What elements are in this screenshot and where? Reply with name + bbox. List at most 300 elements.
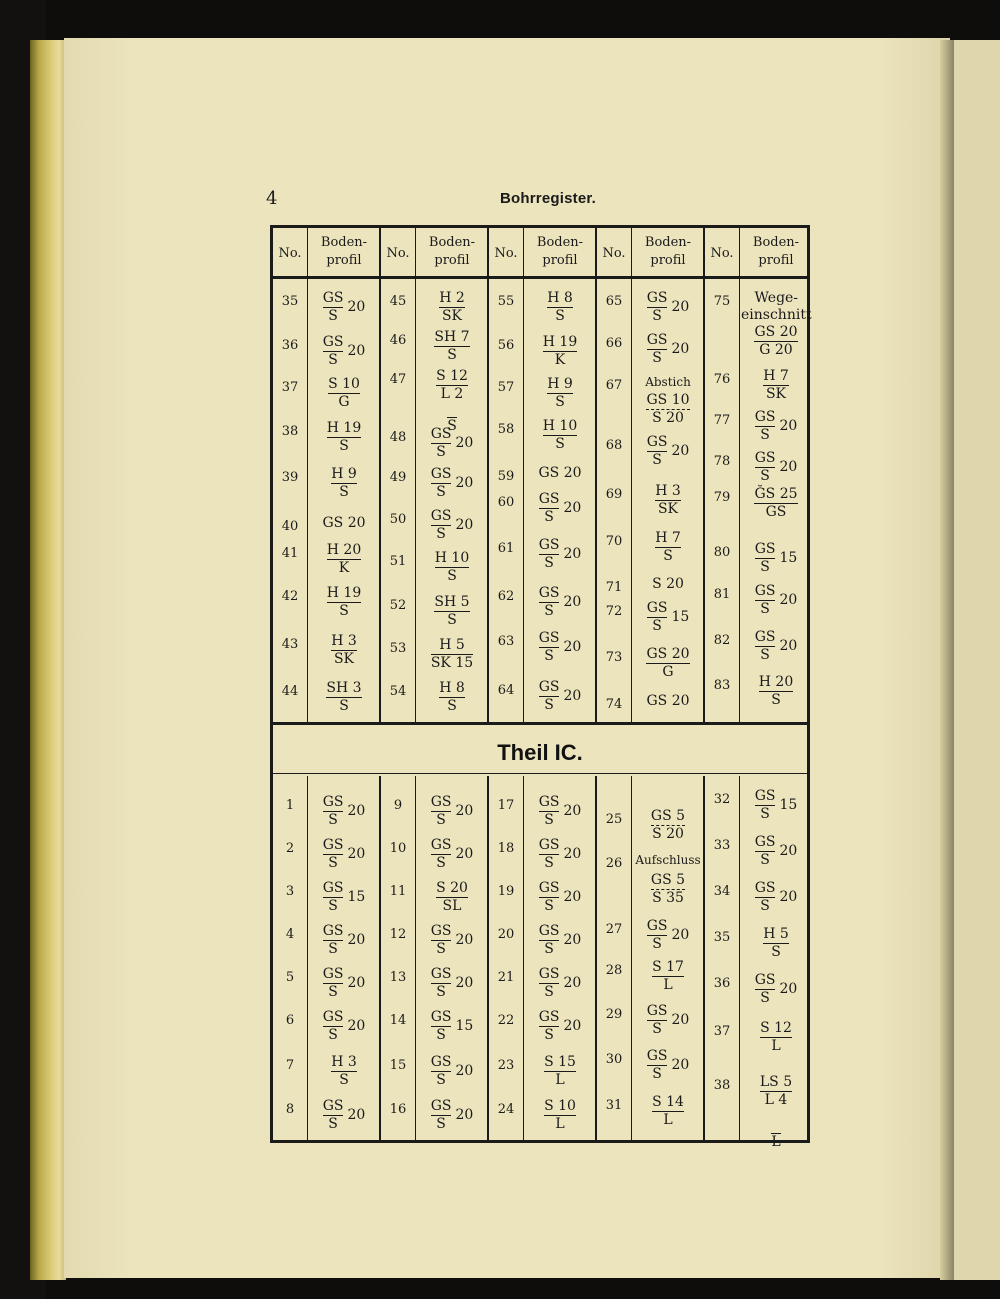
profile-upper-layer: ĞS 25 <box>754 486 798 502</box>
bohrung-number: 32 <box>713 792 731 807</box>
profile-depth-value: 20 <box>563 500 582 516</box>
bodenprofil-entry <box>741 541 811 576</box>
bodenprofil-entry <box>309 420 379 455</box>
profile-lower-layer: S <box>755 805 776 823</box>
bohrung-number: 58 <box>497 422 515 437</box>
bohrung-number: 51 <box>389 554 407 569</box>
profile-fraction <box>431 426 452 461</box>
profile-lower-layer: S <box>431 1026 452 1044</box>
profile-upper-layer: H 5 <box>763 926 789 942</box>
bodenprofil-entry <box>633 600 703 635</box>
profile-lower-layer: S <box>327 437 361 455</box>
column-header-bodenprofil <box>739 234 813 270</box>
profile-depth-value: 20 <box>671 1012 690 1028</box>
profile-upper-layer: H 9 <box>331 466 357 482</box>
bohrung-number: 27 <box>605 922 623 937</box>
profile-depth-value: 20 <box>779 638 798 654</box>
profile-upper-layer: GS <box>538 630 560 646</box>
profile-lower-layer: SL <box>436 897 468 915</box>
profile-depth-value: 20 <box>563 546 582 562</box>
profile-fraction <box>327 542 361 577</box>
profile-fraction <box>436 880 468 915</box>
profile-upper-layer: GS <box>430 923 452 939</box>
profile-upper-layer: GS <box>322 290 344 306</box>
bohrung-number: 1 <box>285 798 295 813</box>
profile-lower-layer: S <box>755 467 776 485</box>
profile-upper-layer: GS <box>646 1003 668 1019</box>
profile-fraction <box>431 794 452 829</box>
bohrung-number: 4 <box>285 927 295 942</box>
profile-fraction <box>434 594 469 629</box>
profile-lower-layer: G 20 <box>754 341 797 359</box>
profile-lower-layer: SK 15 <box>430 655 474 671</box>
profile-lower-layer: S <box>755 426 776 444</box>
profile-fraction <box>543 334 577 369</box>
bodenprofil-entry <box>417 329 487 364</box>
no-column-rule <box>523 228 524 722</box>
profile-upper-layer: S 17 <box>652 959 684 975</box>
profile-fraction <box>539 794 560 829</box>
bohrung-number: 57 <box>497 380 515 395</box>
profile-upper-layer: H 19 <box>542 334 578 350</box>
no-column-rule <box>739 776 740 1143</box>
profile-depth-value: 20 <box>347 975 366 991</box>
profile-lower-layer: S <box>431 483 452 501</box>
bodenprofil-entry <box>417 508 487 543</box>
profile-lower-layer: S <box>539 854 560 872</box>
bohrung-number: 17 <box>497 798 515 813</box>
profile-lower-layer: S <box>647 1065 668 1083</box>
profile-depth-value: 20 <box>347 1107 366 1123</box>
bohrung-number: 82 <box>713 633 731 648</box>
bohrung-number: 40 <box>281 519 299 534</box>
profile-fraction <box>323 923 344 958</box>
profile-fraction <box>763 926 789 961</box>
profile-fraction <box>323 837 344 872</box>
profile-upper-layer: LS 5 <box>759 1074 793 1090</box>
profile-depth-value: 20 <box>671 927 690 943</box>
column-rule <box>487 228 489 722</box>
profile-fraction <box>439 290 465 325</box>
profile-fraction <box>759 674 793 709</box>
page-gutter <box>940 40 954 1280</box>
bohrung-number: 38 <box>281 424 299 439</box>
bodenprofil-entry <box>741 324 811 359</box>
profile-lower-layer: S <box>323 983 344 1001</box>
bohrung-number: 34 <box>713 884 731 899</box>
profile-lower-layer: G <box>328 393 360 411</box>
bodenprofil-entry <box>633 646 703 681</box>
column-rule <box>703 776 705 1143</box>
bohrung-number: 71 <box>605 580 623 595</box>
bodenprofil-entry <box>525 1054 595 1089</box>
profile-depth-value: 20 <box>563 889 582 905</box>
profile-upper-layer: GS <box>538 537 560 553</box>
bodenprofil-entry <box>417 680 487 715</box>
bohrung-number: 64 <box>497 683 515 698</box>
bohrung-number: 36 <box>281 338 299 353</box>
profile-lower-layer: S <box>647 451 668 469</box>
bodenprofil-entry <box>417 290 487 325</box>
profile-fraction <box>434 329 469 364</box>
bodenprofil-entry <box>741 290 811 324</box>
profile-fraction <box>327 585 361 620</box>
profile-lower-layer: S <box>655 547 681 565</box>
profile-fraction <box>331 1054 357 1089</box>
profile-upper-layer: S 10 <box>544 1098 576 1114</box>
profile-fraction <box>431 1098 452 1133</box>
profile-lower-layer: L <box>544 1071 576 1089</box>
bohrung-number: 72 <box>605 604 623 619</box>
profile-upper-layer: S 15 <box>544 1054 576 1070</box>
profile-upper-layer: GS 20 <box>646 646 690 662</box>
profile-fraction <box>760 1020 792 1055</box>
bodenprofil-entry <box>417 637 487 672</box>
header-line-2: profil <box>758 253 794 268</box>
profile-upper-layer: GS 5 <box>650 808 686 824</box>
profile-lower-layer: GS <box>754 503 797 521</box>
profile-upper-layer: Wege- <box>754 290 799 306</box>
facing-page-edge <box>954 40 1000 1280</box>
bodenprofil-entry <box>417 550 487 585</box>
bodenprofil-entry <box>633 392 703 427</box>
column-header-no: No. <box>278 246 302 261</box>
profile-fraction <box>647 1003 668 1038</box>
bodenprofil-entry <box>633 374 703 391</box>
profile-lower-layer: S <box>543 435 577 453</box>
profile-lower-layer: S <box>326 697 361 715</box>
profile-fraction <box>760 1074 792 1109</box>
bohrung-number: 80 <box>713 545 731 560</box>
profile-lower-layer: S <box>435 567 469 585</box>
no-column-rule <box>307 776 308 1143</box>
profile-upper-layer: SH 3 <box>326 680 362 696</box>
bohrung-number: 16 <box>389 1102 407 1117</box>
bodenprofil-entry <box>525 491 595 526</box>
bohrung-number: 59 <box>497 469 515 484</box>
row-rule <box>273 722 807 725</box>
bodenprofil-entry <box>525 376 595 411</box>
bohrung-number: 63 <box>497 634 515 649</box>
profile-upper-layer: GS <box>754 629 776 645</box>
profile-fraction <box>539 966 560 1001</box>
profile-fraction <box>544 1098 576 1133</box>
bodenprofil-entry <box>633 918 703 953</box>
bohrung-number: 21 <box>497 970 515 985</box>
profile-upper-layer: H 3 <box>655 483 681 499</box>
profile-upper-layer: GS <box>322 1098 344 1114</box>
profile-depth-value: 20 <box>455 475 474 491</box>
profile-depth-value: 20 <box>671 443 690 459</box>
bodenprofil-entry <box>633 959 703 994</box>
page-edges <box>30 40 66 1280</box>
profile-upper-layer: GS <box>430 466 452 482</box>
profile-lower-layer: S <box>647 1020 668 1038</box>
profile-fraction <box>755 788 776 823</box>
profile-lower-layer: S <box>331 1071 357 1089</box>
profile-depth-value: 20 <box>347 1018 366 1034</box>
profile-upper-layer: H 10 <box>542 418 578 434</box>
bohrung-number: 36 <box>713 976 731 991</box>
column-header-no: No. <box>602 246 626 261</box>
profile-fraction <box>328 376 360 411</box>
profile-lower-layer: S <box>323 811 344 829</box>
bohrung-number: 55 <box>497 294 515 309</box>
profile-upper-layer: GS <box>754 788 776 804</box>
no-column-rule <box>631 776 632 1143</box>
bohrung-number: 61 <box>497 541 515 556</box>
profile-upper-layer: GS <box>754 583 776 599</box>
bohrung-number: 70 <box>605 534 623 549</box>
profile-lower-layer: S <box>431 983 452 1001</box>
profile-depth-value: 20 <box>779 889 798 905</box>
profile-lower-layer: S <box>323 1026 344 1044</box>
profile-depth-value: 20 <box>455 1063 474 1079</box>
bodenprofil-entry <box>309 515 379 533</box>
bodenprofil-entry <box>633 290 703 325</box>
profile-lower-layer: S <box>755 558 776 576</box>
bodenprofil-entry <box>525 1098 595 1133</box>
bohrung-number: 14 <box>389 1013 407 1028</box>
bodenprofil-entry <box>525 334 595 369</box>
row-rule <box>273 773 807 774</box>
column-rule <box>703 228 705 722</box>
profile-fraction <box>539 923 560 958</box>
profile-lower-layer: S <box>763 943 789 961</box>
profile-upper-layer: GS 5 <box>650 872 686 888</box>
profile-upper-layer: GS <box>646 600 668 616</box>
profile-fraction <box>763 368 789 403</box>
profile-fraction <box>647 434 668 469</box>
profile-depth-value: 20 <box>347 299 366 315</box>
profile-lower-layer: S <box>539 940 560 958</box>
profile-upper-layer: SH 7 <box>434 329 470 345</box>
bohrung-number: 73 <box>605 650 623 665</box>
profile-depth-value: 20 <box>779 843 798 859</box>
profile-upper-layer: H 8 <box>547 290 573 306</box>
no-column-rule <box>415 776 416 1143</box>
profile-depth-value: 20 <box>563 688 582 704</box>
bohrung-number: 48 <box>389 430 407 445</box>
profile-upper-layer: H 2 <box>439 290 465 306</box>
profile-lower-layer: SK <box>655 500 681 518</box>
bodenprofil-entry <box>525 418 595 453</box>
profile-upper-layer: GS <box>322 794 344 810</box>
profile-fraction <box>431 923 452 958</box>
profile-lower-layer: S <box>447 418 457 434</box>
bohrung-number: 79 <box>713 490 731 505</box>
bohrung-number: 44 <box>281 684 299 699</box>
profile-depth-value: 20 <box>455 975 474 991</box>
bodenprofil-entry <box>741 926 811 961</box>
bodenprofil-entry <box>633 808 703 843</box>
bohrung-number: 38 <box>713 1078 731 1093</box>
profile-upper-layer: GS <box>754 409 776 425</box>
profile-upper-layer <box>771 1116 780 1133</box>
profile-lower-layer: S <box>755 897 776 915</box>
profile-depth-value: 15 <box>671 609 690 625</box>
profile-lower-layer: L 4 <box>760 1091 792 1109</box>
profile-upper-layer: H 7 <box>655 530 681 546</box>
profile-depth-value: 20 <box>563 594 582 610</box>
profile-fraction <box>539 880 560 915</box>
profile-upper-layer <box>447 400 457 417</box>
bohrung-number: 26 <box>605 856 623 871</box>
profile-fraction <box>755 972 776 1007</box>
bodenprofil-entry <box>309 680 379 715</box>
bohrung-number: 62 <box>497 589 515 604</box>
profile-lower-layer: S <box>539 1026 560 1044</box>
bodenprofil-entry <box>633 434 703 469</box>
profile-upper-layer: H 20 <box>758 674 794 690</box>
bodenprofil-entry <box>309 542 379 577</box>
profile-lower-layer: K <box>327 559 361 577</box>
bodenprofil-entry <box>417 1054 487 1089</box>
bohrung-number: 5 <box>285 970 295 985</box>
profile-lower-layer: S <box>431 940 452 958</box>
column-rule <box>595 776 597 1143</box>
bohrung-number: 54 <box>389 684 407 699</box>
bodenprofil-entry <box>417 880 487 915</box>
bodenprofil-entry <box>741 450 811 485</box>
bohrung-number: 35 <box>713 930 731 945</box>
column-header-bodenprofil <box>307 234 381 270</box>
bodenprofil-entry <box>633 576 703 594</box>
bodenprofil-entry <box>525 880 595 915</box>
column-rule <box>379 776 381 1143</box>
bodenprofil-entry <box>309 1054 379 1089</box>
bohrung-number: 12 <box>389 927 407 942</box>
profile-depth-value: 20 <box>671 299 690 315</box>
profile-fraction <box>539 1009 560 1044</box>
profile-lower-layer: S <box>323 940 344 958</box>
no-column-rule <box>523 776 524 1143</box>
profile-upper-layer: GS <box>646 290 668 306</box>
bodenprofil-entry <box>525 630 595 665</box>
profile-fraction <box>771 1116 780 1151</box>
no-column-rule <box>307 228 308 722</box>
column-rule <box>595 228 597 722</box>
column-header-bodenprofil <box>631 234 705 270</box>
bodenprofil-entry <box>741 834 811 869</box>
profile-lower-layer: S 20 <box>652 826 684 842</box>
profile-upper-layer: H 9 <box>547 376 573 392</box>
profile-fraction <box>755 834 776 869</box>
bodenprofil-entry <box>417 966 487 1001</box>
bohrung-number: 53 <box>389 641 407 656</box>
profile-fraction <box>431 837 452 872</box>
profile-lower-layer: L <box>771 1134 781 1150</box>
profile-lower-layer: S <box>647 617 668 635</box>
profile-depth-value: 15 <box>779 797 798 813</box>
profile-lower-layer: S <box>539 696 560 714</box>
profile-lower-layer: S <box>431 811 452 829</box>
bohrung-number: 6 <box>285 1013 295 1028</box>
header-line-2: profil <box>542 253 578 268</box>
bodenprofil-entry <box>741 880 811 915</box>
profile-fraction <box>539 585 560 620</box>
profile-fraction <box>331 633 357 668</box>
profile-lower-layer: S <box>539 554 560 572</box>
profile-lower-layer: S <box>547 307 573 325</box>
profile-fraction <box>647 332 668 367</box>
bodenprofil-entry <box>741 409 811 444</box>
bohrung-number: 37 <box>713 1024 731 1039</box>
bohrung-number: 83 <box>713 678 731 693</box>
no-column-rule <box>739 228 740 722</box>
bodenprofil-entry <box>309 923 379 958</box>
profile-upper-layer: GS <box>538 880 560 896</box>
header-line-2: profil <box>326 253 362 268</box>
profile-depth-value: 20 <box>563 803 582 819</box>
bohrung-number: 52 <box>389 598 407 613</box>
bohrung-number: 74 <box>605 697 623 712</box>
profile-upper-layer: GS <box>430 508 452 524</box>
profile-upper-layer: H 19 <box>326 420 362 436</box>
profile-lower-layer: S 20 <box>646 409 689 427</box>
bohrung-number: 50 <box>389 512 407 527</box>
profile-upper-layer: GS <box>538 966 560 982</box>
profile-fraction <box>651 872 685 907</box>
profile-lower-layer: L <box>652 976 684 994</box>
bohrung-number: 35 <box>281 294 299 309</box>
page-number: 4 <box>266 188 278 209</box>
profile-upper-layer: GS <box>322 334 344 350</box>
profile-fraction <box>431 508 452 543</box>
bodenprofil-entry <box>417 426 487 461</box>
profile-upper-layer: GS <box>430 1009 452 1025</box>
bohrung-number: 75 <box>713 294 731 309</box>
profile-fraction <box>327 420 361 455</box>
bodenprofil-entry <box>633 693 703 711</box>
profile-fraction <box>645 374 691 391</box>
profile-upper-layer: GS <box>538 491 560 507</box>
profile-lower-layer: S <box>547 393 573 411</box>
bohrung-number: 11 <box>389 884 407 899</box>
profile-lower-layer: S <box>647 307 668 325</box>
column-header-no: No. <box>494 246 518 261</box>
profile-lower-layer: L 2 <box>436 385 468 403</box>
profile-upper-layer: S 20 <box>436 880 468 896</box>
profile-upper-layer: GS <box>538 923 560 939</box>
profile-fraction <box>652 1094 684 1129</box>
bodenprofil-entry <box>633 1048 703 1083</box>
bodenprofil-entry <box>417 1098 487 1133</box>
profile-fraction <box>538 465 581 482</box>
header-line-2: profil <box>434 253 470 268</box>
profile-upper-layer: Aufschluss <box>635 853 701 867</box>
profile-depth-value: 20 <box>455 803 474 819</box>
profile-upper-layer: GS <box>538 679 560 695</box>
bodenprofil-entry <box>633 530 703 565</box>
bodenprofil-entry <box>741 1020 811 1055</box>
profile-fraction <box>741 290 812 324</box>
profile-lower-layer: SK <box>763 385 789 403</box>
profile-upper-layer: GS <box>430 1098 452 1114</box>
bohrung-number: 78 <box>713 454 731 469</box>
profile-lower-layer: S 35 <box>652 890 684 906</box>
profile-lower-layer: S <box>323 854 344 872</box>
section-title: Theil IC. <box>497 740 583 765</box>
no-column-rule <box>631 228 632 722</box>
profile-depth-value: 20 <box>347 846 366 862</box>
profile-fraction <box>435 550 469 585</box>
profile-fraction <box>646 392 689 427</box>
column-header-no: No. <box>710 246 734 261</box>
profile-upper-layer: H 20 <box>326 542 362 558</box>
profile-lower-layer: S <box>755 600 776 618</box>
profile-upper-layer: H 3 <box>331 633 357 649</box>
